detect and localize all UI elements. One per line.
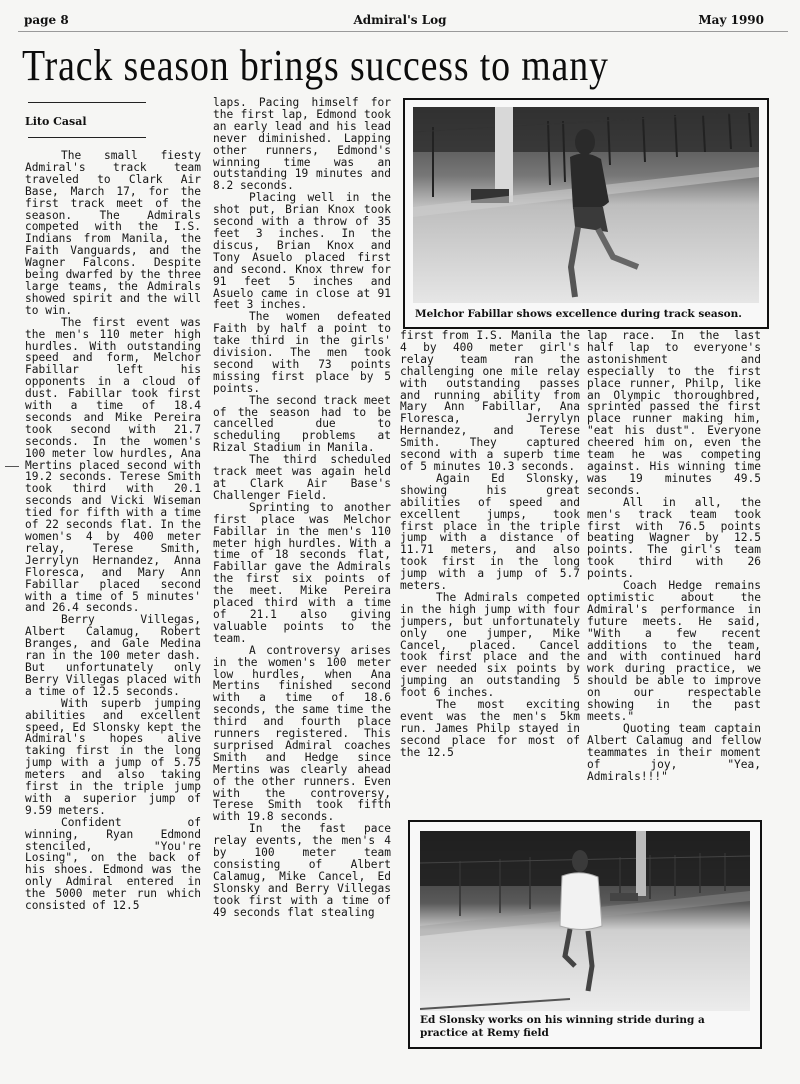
paragraph: The third scheduled track meet was again held at Clark Air Base's Challenger Field. xyxy=(213,453,391,502)
paragraph: In the fast pace relay events, the men's 4 by 100 meter team consisting of Albert Calamug, Mike Cancel, Ed Slonsky and Berry Villegas took first with a time of 49 seconds flat stealing xyxy=(213,822,391,919)
paragraph: Sprinting to another first place was Melchor Fabillar in the men's 110 meter high hurdles. With a time of 18 seconds flat, Fabillar gave the Admirals the first six points of the meet. Mike Pereira placed third with a time of 21.1 also giving valuable points to the team. xyxy=(213,500,391,645)
paragraph: lap race. In the last half lap to everyone's astonishment and especially to the first place runner, Philp, like an Olympic thoroughbred, sprinted passed the first place runner making him, "eat his dust". Everyone cheered him on, even the team he was competing against. His winning time was 19 minutes 49.5 seconds. xyxy=(587,329,761,497)
runner-photo-illustration xyxy=(413,107,759,303)
paragraph: The women defeated Faith by half a point to take third in the girls' division. The men took second with 73 points missing first place by 5 points. xyxy=(213,310,391,395)
paragraph: laps. Pacing himself for the first lap, Edmond took an early lead and his lead never diminished. Lapping other runners, Edmond's winning time was an outstanding 19 minutes and 8.2 seconds. xyxy=(213,96,391,193)
page-number: page 8 xyxy=(24,13,69,27)
publication-name: Admiral's Log xyxy=(353,13,447,27)
photo-caption-1: Melchor Fabillar shows excellence during track season. xyxy=(415,308,742,320)
paragraph: Again Ed Slonsky, showing his great abilities of speed and excellent jumps, took first place in the triple jump with a distance of 11.71 meters, and also took first in the long jump with a jump of 5.7 meters. xyxy=(400,471,580,593)
paragraph: Placing well in the shot put, Brian Knox took second with a throw of 35 feet 3 inches. In the discus, Brian Knox and Tony Asuelo placed first and second. Knox threw for 91 feet 5 inches and Asuelo came in close at 91 feet 3 inches. xyxy=(213,191,391,312)
scan-mark xyxy=(5,466,19,467)
photo-frame-2 xyxy=(408,820,762,1049)
issue-date: May 1990 xyxy=(698,13,764,27)
paragraph: A controversy arises in the women's 100 meter low hurdles, when Ana Mertins finished second with a time of 18.6 seconds, the same time the third and fourth place runners registered. This surprised Admiral coaches Smith and Hedge since Mertins was clearly ahead of the other runners. Even with the controversy, Terese Smith took fifth with 19.8 seconds. xyxy=(213,643,391,824)
article-column-4 xyxy=(587,330,761,782)
photo-frame-1 xyxy=(403,98,769,329)
paragraph: Coach Hedge remains optimistic about the Admiral's performance in future meets. He said, "With a few recent additions to the team, and with continued hard work during practice, we should be able to improve on our respectable showing in the past meets." xyxy=(587,579,761,723)
paragraph: With superb jumping abilities and excellent speed, Ed Slonsky kept the Admiral's hopes alive taking first in the long jump with a jump of 5.75 meters and also taking first in the triple jump with a superior jump of 9.59 meters. xyxy=(25,696,201,817)
paragraph: Berry Villegas, Albert Calamug, Robert Branges, and Gale Medina ran in the 100 meter dash. But unfortunately only Berry Villegas placed with a time of 12.5 seconds. xyxy=(25,613,201,698)
paragraph: Confident of winning, Ryan Edmond stenciled, "You're Losing", on the back of his shoes. Edmond was the only Admiral entered in the 5000 meter run which consisted of 12.5 xyxy=(25,815,201,913)
paragraph: The first event was the men's 110 meter high hurdles. With outstanding speed and form, Melchor Fabillar left his opponents in a cloud of dust. Fabillar took first with a time of 18.4 seconds and Mike Pereira took second with 21.7 seconds. In the women's 100 meter low hurdles, Ana Mertins placed second with 19.2 seconds. Terese Smith took third with 20.1 seconds and Vicki Wiseman tied for fifth with a time of 22 seconds flat. In the women's 4 by 400 meter relay, Terese Smith, Jerrylyn Hernandez, Anna Floresca, and Mary Ann Fabillar placed second with a time of 5 minutes' and 26.4 seconds. xyxy=(25,315,201,615)
byline-rule-bottom xyxy=(28,137,146,138)
paragraph: All in all, the men's track team took first with 76.5 points beating Wagner by 12.5 points. The girl's team took third with 26 points. xyxy=(587,495,761,581)
article-column-1 xyxy=(25,150,201,912)
article-column-3 xyxy=(400,330,580,759)
masthead xyxy=(0,0,800,32)
masthead-divider xyxy=(18,31,788,32)
photo-ed-slonsky xyxy=(420,831,750,1011)
byline: Lito Casal xyxy=(25,115,87,128)
paragraph: The most exciting event was the men's 5km run. James Philp stayed in second place for most of the 12.5 xyxy=(400,698,580,759)
paragraph: Quoting team captain Albert Calamug and fellow teammates in their moment of joy, "Yea, Admirals!!!" xyxy=(587,721,761,783)
photo-caption-2: Ed Slonsky works on his winning stride during a practice at Remy field xyxy=(420,1014,705,1039)
paragraph: The Admirals competed in the high jump with four jumpers, but unfortunately only one jumper, Mike Cancel, placed. Cancel took first place and the ever needed six points by jumping an outstanding 5 foot 6 inches. xyxy=(400,590,580,700)
headline: Track season brings success to many xyxy=(22,41,609,90)
runner-photo-illustration xyxy=(420,831,750,1011)
paragraph: The small fiesty Admiral's track team traveled to Clark Air Base, March 17, for the first track meet of the season. The Admirals competed with the I.S. Indians from Manila, the Faith Vanguards, and the Wagner Falcons. Despite being dwarfed by the three large teams, the Admirals showed spirit and the will to win. xyxy=(25,149,201,317)
paragraph: first from I.S. Manila the 4 by 400 meter girl's relay team ran the challenging one mile relay with outstanding passes and running ability from Mary Ann Fabillar, Ana Floresca, Jerrylyn Hernandez, and Terese Smith. They captured second with a superb time of 5 minutes 10.3 seconds. xyxy=(400,329,580,473)
photo-melchor-fabillar xyxy=(413,107,759,303)
byline-rule-top xyxy=(28,102,146,103)
paragraph: The second track meet of the season had to be cancelled due to scheduling problems at Rizal Stadium in Manila. xyxy=(213,393,391,455)
article-column-2 xyxy=(213,97,391,919)
